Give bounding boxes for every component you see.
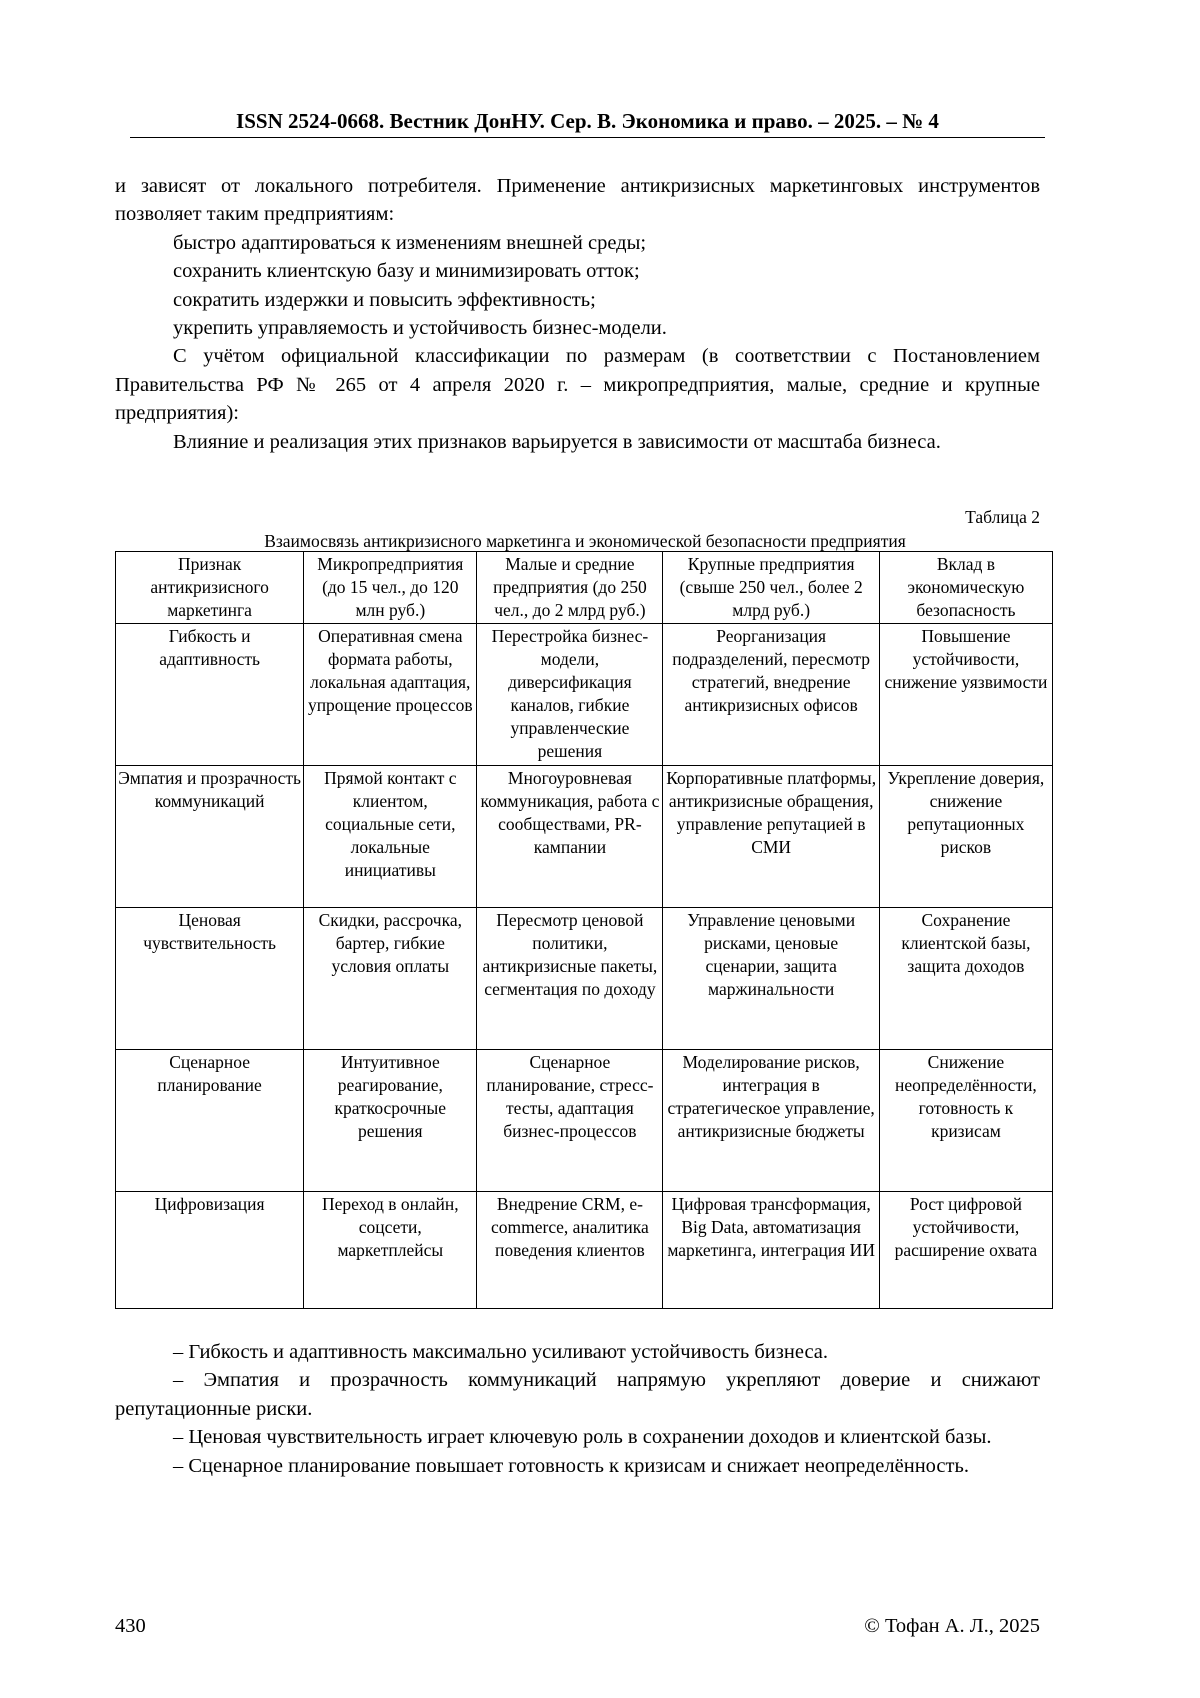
table-cell: Цифровизация	[116, 1192, 304, 1309]
table-header-cell: Вклад в экономическую безопасность	[879, 552, 1052, 624]
intro-text	[115, 172, 1040, 456]
table-row	[116, 908, 1053, 1050]
table-cell: Цифровая трансформация, Big Data, автоматизация маркетинга, интеграция ИИ	[663, 1192, 879, 1309]
table-row	[116, 1192, 1053, 1309]
table-cell: Прямой контакт с клиентом, социальные сети, локальные инициативы	[304, 766, 477, 908]
table-cell: Сценарное планирование	[116, 1050, 304, 1192]
table-cell: Моделирование рисков, интеграция в стратегическое управление, антикризисные бюджеты	[663, 1050, 879, 1192]
table-number: Таблица 2	[965, 507, 1040, 527]
list-item: быстро адаптироваться к изменениям внешней среды;	[173, 231, 647, 254]
table-title: Взаимосвязь антикризисного маркетинга и экономической безопасности предприятия	[264, 531, 906, 551]
table-cell: Управление ценовыми рисками, ценовые сценарии, защита маржинальности	[663, 908, 879, 1050]
conclusion-item: – Эмпатия и прозрачность коммуникаций напрямую укрепляют доверие и снижают репутационные риски.	[115, 1369, 1040, 1420]
table-cell: Сохранение клиентской базы, защита доходов	[879, 908, 1052, 1050]
table-row	[116, 624, 1053, 766]
table-row	[116, 1050, 1053, 1192]
table-cell: Корпоративные платформы, антикризисные обращения, управление репутацией в СМИ	[663, 766, 879, 908]
conclusion-item: – Сценарное планирование повышает готовность к кризисам и снижает неопределённость.	[173, 1454, 969, 1477]
copyright: © Тофан А. Л., 2025	[864, 1615, 1040, 1637]
intro-paragraph-2: С учётом официальной классификации по размерам (в соответствии с Постановлением Правительства РФ № 265 от 4 апреля 2020 г. – микропредприятия, малые, средние и крупные предприятия):	[115, 345, 1040, 425]
table-cell: Снижение неопределённости, готовность к кризисам	[879, 1050, 1052, 1192]
list-item: сохранить клиентскую базу и минимизировать отток;	[173, 260, 640, 283]
table-cell: Скидки, рассрочка, бартер, гибкие условия оплаты	[304, 908, 477, 1050]
list-item: сократить издержки и повысить эффективность;	[173, 288, 596, 311]
table-cell: Повышение устойчивости, снижение уязвимости	[879, 624, 1052, 766]
data-table	[115, 551, 1053, 1309]
table-header-cell: Микропредприятия (до 15 чел., до 120 млн руб.)	[304, 552, 477, 624]
table-row	[116, 766, 1053, 908]
intro-paragraph-1: и зависят от локального потребителя. Применение антикризисных маркетинговых инструментов позволяет таким предприятиям:	[115, 175, 1040, 226]
list-item: укрепить управляемость и устойчивость бизнес-модели.	[173, 317, 667, 340]
table-cell: Интуитивное реагирование, краткосрочные решения	[304, 1050, 477, 1192]
table-header-cell: Малые и средние предприятия (до 250 чел., до 2 млрд руб.)	[477, 552, 663, 624]
table-header-cell: Признак антикризисного маркетинга	[116, 552, 304, 624]
table-header-cell: Крупные предприятия (свыше 250 чел., более 2 млрд руб.)	[663, 552, 879, 624]
table-cell: Укрепление доверия, снижение репутационных рисков	[879, 766, 1052, 908]
table-cell: Реорганизация подразделений, пересмотр стратегий, внедрение антикризисных офисов	[663, 624, 879, 766]
conclusion-item: – Ценовая чувствительность играет ключевую роль в сохранении доходов и клиентской базы.	[173, 1426, 992, 1449]
table-cell: Перестройка бизнес-модели, диверсификация каналов, гибкие управленческие решения	[477, 624, 663, 766]
journal-header: ISSN 2524-0668. Вестник ДонНУ. Сер. В. Экономика и право. – 2025. – № 4	[130, 108, 1045, 138]
table-cell: Многоуровневая коммуникация, работа с сообществами, PR-кампании	[477, 766, 663, 908]
table-cell: Рост цифровой устойчивости, расширение охвата	[879, 1192, 1052, 1309]
conclusions	[115, 1338, 1040, 1480]
table-header-row	[116, 552, 1053, 624]
table-cell: Эмпатия и прозрачность коммуникаций	[116, 766, 304, 908]
table-cell: Сценарное планирование, стресс-тесты, адаптация бизнес-процессов	[477, 1050, 663, 1192]
table-cell: Ценовая чувствительность	[116, 908, 304, 1050]
intro-paragraph-3: Влияние и реализация этих признаков варьируется в зависимости от масштаба бизнеса.	[173, 430, 941, 453]
table-cell: Внедрение CRM, e-commerce, аналитика поведения клиентов	[477, 1192, 663, 1309]
table-cell: Переход в онлайн, соцсети, маркетплейсы	[304, 1192, 477, 1309]
table-cell: Пересмотр ценовой политики, антикризисные пакеты, сегментация по доходу	[477, 908, 663, 1050]
table-cell: Оперативная смена формата работы, локальная адаптация, упрощение процессов	[304, 624, 477, 766]
page-number: 430	[115, 1615, 146, 1637]
table-cell: Гибкость и адаптивность	[116, 624, 304, 766]
conclusion-item: – Гибкость и адаптивность максимально усиливают устойчивость бизнеса.	[173, 1341, 829, 1363]
